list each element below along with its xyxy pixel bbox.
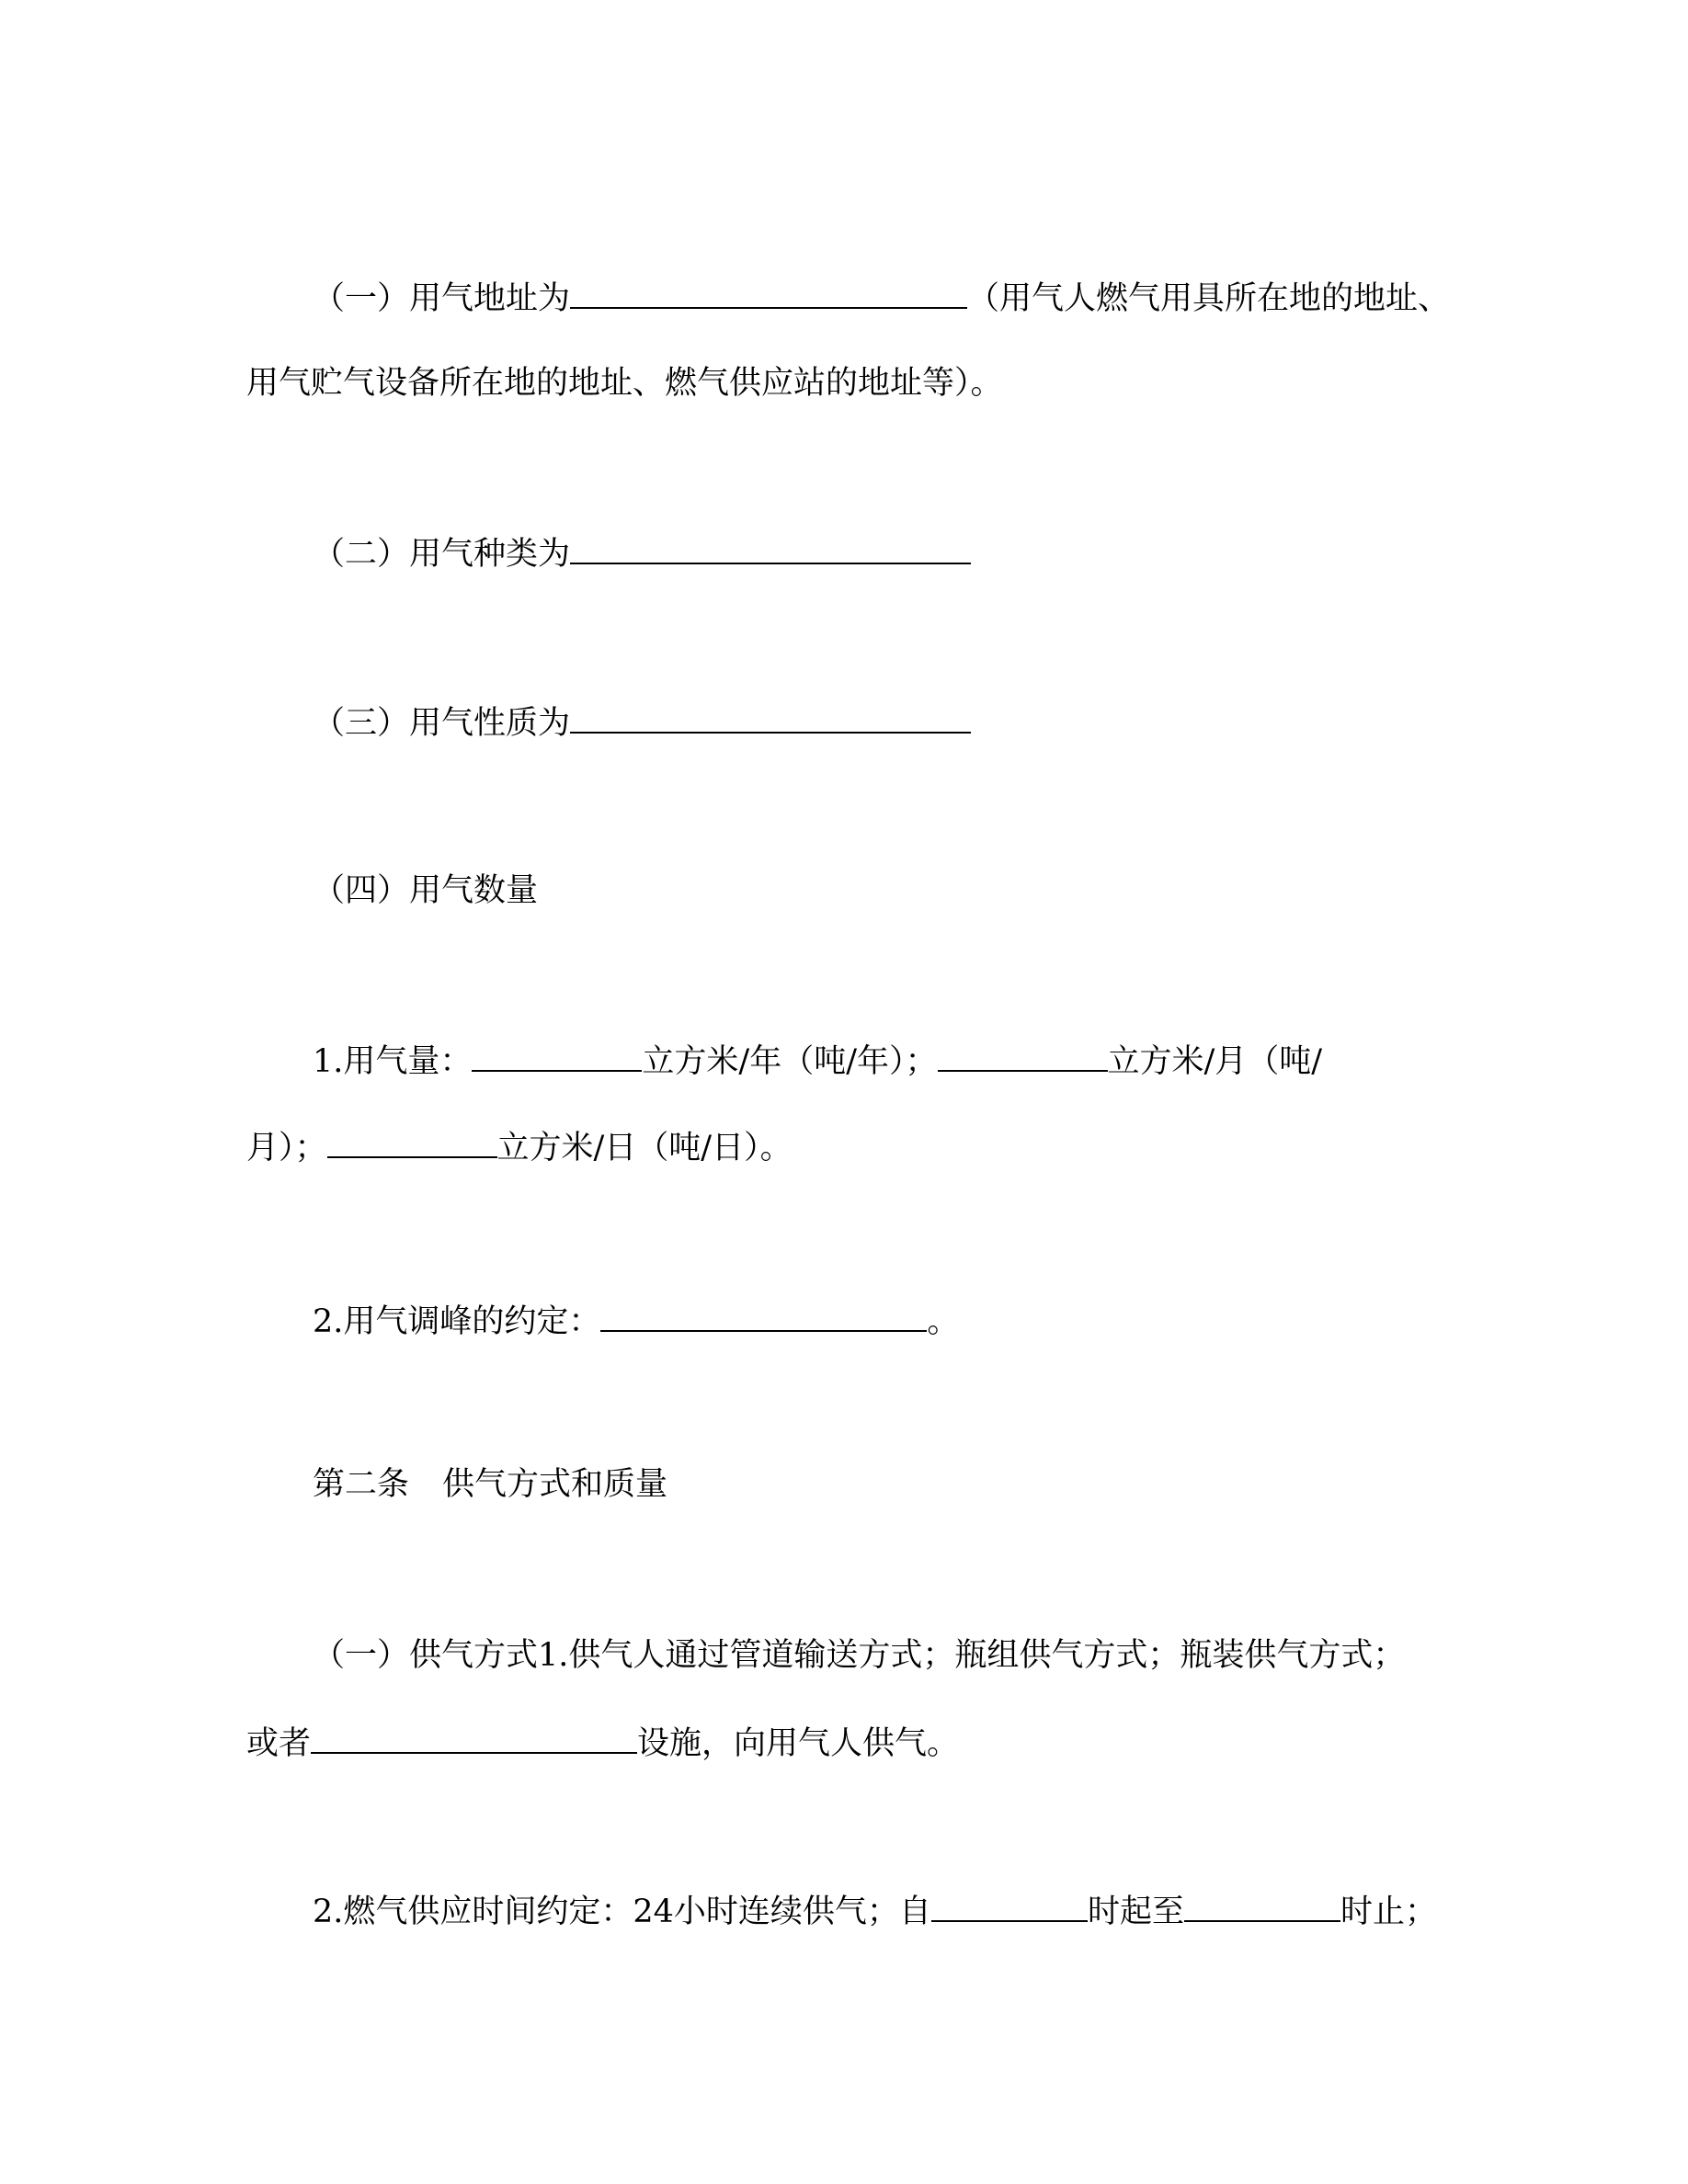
- clause-gas-type: [313, 531, 971, 572]
- clause-supply-method: [313, 1635, 1405, 1676]
- text: 2.燃气供应时间约定：24小时连续供气；自: [313, 1894, 931, 1930]
- article-title: 供气方式和质量: [442, 1466, 668, 1503]
- text: （三）用气性质为: [313, 705, 571, 742]
- text: （一）用气地址为: [313, 280, 571, 317]
- text: （二）用气种类为: [313, 536, 571, 573]
- blank-field-address[interactable]: [570, 276, 967, 309]
- article-heading: [313, 1464, 667, 1505]
- blank-field-per-month[interactable]: [938, 1039, 1108, 1072]
- text: 月）；: [246, 1130, 327, 1166]
- article-number: 第二条: [313, 1466, 410, 1503]
- text: 立方米/月（吨/: [1107, 1043, 1323, 1080]
- clause-gas-address-cont: [246, 363, 1003, 404]
- text: 或者: [246, 1725, 312, 1762]
- text: 2.用气调峰的约定：: [313, 1303, 601, 1340]
- text: 。: [927, 1303, 960, 1340]
- clause-gas-address: [313, 276, 1450, 316]
- text: 立方米/日（吨/日）。: [496, 1130, 793, 1166]
- clause-supply-time: [313, 1889, 1437, 1929]
- blank-field-peak-shaving[interactable]: [600, 1299, 927, 1332]
- blank-field-gas-type[interactable]: [570, 531, 971, 564]
- clause-gas-quantity: [313, 870, 538, 911]
- text: （用气人燃气用具所在地的地址、: [967, 280, 1451, 317]
- text: （一）供气方式1.供气人通过管道输送方式；瓶组供气方式；瓶装供气方式；: [313, 1637, 1406, 1674]
- text: 1.用气量：: [313, 1043, 473, 1080]
- blank-field-per-day[interactable]: [327, 1125, 497, 1158]
- clause-gas-nature: [313, 700, 971, 741]
- blank-field-facility[interactable]: [311, 1721, 637, 1754]
- text: 设施，向用气人供气。: [637, 1725, 960, 1762]
- text: （四）用气数量: [313, 872, 539, 909]
- blank-field-per-year[interactable]: [472, 1039, 642, 1072]
- clause-usage-amount: [313, 1039, 1322, 1079]
- text: 时起至: [1087, 1894, 1184, 1930]
- text: 时止；: [1340, 1894, 1437, 1930]
- clause-peak-shaving: [313, 1299, 959, 1339]
- blank-field-gas-nature[interactable]: [570, 700, 971, 734]
- blank-field-start-hour[interactable]: [931, 1889, 1088, 1922]
- text: 用气贮气设备所在地的地址、燃气供应站的地址等）。: [246, 365, 1003, 402]
- blank-field-end-hour[interactable]: [1184, 1889, 1340, 1922]
- clause-supply-method-cont: [246, 1721, 959, 1761]
- clause-usage-amount-cont: [246, 1125, 793, 1166]
- text: 立方米/年（吨/年）；: [642, 1043, 938, 1080]
